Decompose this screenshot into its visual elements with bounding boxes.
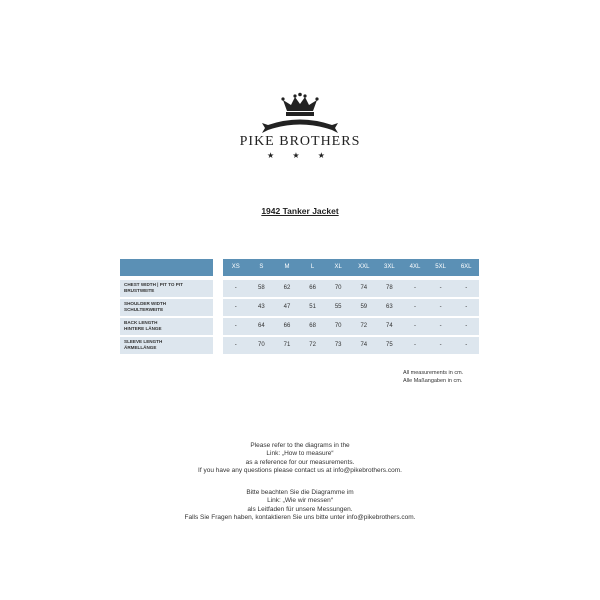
table-cell: 62 <box>283 285 291 291</box>
table-cell: 43 <box>258 304 265 310</box>
footer-german <box>0 489 600 522</box>
column-header: XXL <box>358 264 370 270</box>
footer-line: Falls Sie Fragen haben, kontaktieren Sie uns bitte unter info@pikebrothers.com. <box>184 513 416 521</box>
column-header: S <box>259 264 264 270</box>
table-cell: 72 <box>309 342 316 348</box>
table-cell: - <box>234 285 237 291</box>
brand-stars: ★ ★ ★ <box>267 151 333 160</box>
row-label-back-length <box>120 318 213 335</box>
row-label-de: BRUSTWEITE <box>124 288 155 293</box>
table-header-row <box>223 259 479 276</box>
table-cell: - <box>234 323 237 329</box>
table-cell: 55 <box>334 304 342 310</box>
table-cell: - <box>439 342 442 348</box>
table-cell: - <box>234 342 237 348</box>
table-cell: - <box>439 304 442 310</box>
column-header: XL <box>334 264 342 270</box>
table-cell: 51 <box>309 304 316 310</box>
column-header: 3XL <box>384 264 395 270</box>
row-label-chest <box>120 280 213 297</box>
table-cell: 71 <box>283 342 291 348</box>
table-row <box>223 280 479 297</box>
measurement-note-en: All measurements in cm. <box>403 370 464 376</box>
page-title: 1942 Tanker Jacket <box>261 206 339 216</box>
column-header: M <box>284 264 290 270</box>
table-cell: - <box>465 342 468 348</box>
row-label-sleeve-length <box>120 337 213 354</box>
row-label-de: HINTERE LÄNGE <box>124 326 162 331</box>
footer-line: If you have any questions please contact us at info@pikebrothers.com. <box>198 466 402 474</box>
table-cell: - <box>465 323 468 329</box>
table-cell: 63 <box>386 304 393 310</box>
row-label-en: SHOULDER WIDTH <box>124 301 167 306</box>
table-cell: 73 <box>334 342 342 348</box>
table-cell: 78 <box>386 285 393 291</box>
column-header: L <box>310 264 315 270</box>
table-cell: 70 <box>334 323 342 329</box>
row-label-shoulder <box>120 299 213 316</box>
table-cell: - <box>413 304 416 310</box>
footer-line: Bitte beachten Sie die Diagramme im <box>246 489 354 496</box>
table-row <box>223 337 479 354</box>
footer-line: as a reference for our measurements. <box>245 458 355 466</box>
table-cell: - <box>465 304 468 310</box>
table-cell: - <box>465 285 468 291</box>
table-cell: 72 <box>360 323 368 329</box>
table-cell: 75 <box>386 342 393 348</box>
table-cell: 66 <box>283 323 291 329</box>
row-label-en: CHEST WIDTH | PIT TO PIT <box>124 282 183 287</box>
table-cell: - <box>413 285 416 291</box>
table-cell: 74 <box>360 342 368 348</box>
footer-line: als Leitfaden für unsere Messungen. <box>247 505 353 513</box>
table-cell: 74 <box>360 285 368 291</box>
row-label-de: SCHULTERWEITE <box>124 307 164 312</box>
table-cell: - <box>413 323 416 329</box>
table-cell: - <box>234 304 237 310</box>
table-cell: - <box>439 323 442 329</box>
table-cell: 70 <box>258 342 265 348</box>
column-header: XS <box>231 264 240 270</box>
column-header: 6XL <box>460 264 472 270</box>
column-header: 4XL <box>409 264 421 270</box>
brand-name: PIKE BROTHERS <box>239 134 361 149</box>
table-cell: 59 <box>360 304 368 310</box>
table-cell: 64 <box>258 323 265 329</box>
row-label-de: ÄRMELLÄNGE <box>124 345 157 350</box>
footer-english <box>0 442 600 475</box>
measurement-note-de: Alle Maßangaben in cm. <box>403 378 463 384</box>
table-header-label-cell <box>120 259 213 276</box>
footer-line: Please refer to the diagrams in the <box>250 442 350 449</box>
row-label-en: BACK LENGTH <box>124 320 158 325</box>
table-cell: 74 <box>386 323 393 329</box>
footer-line: Link: „Wie wir messen“ <box>267 497 333 505</box>
row-label-en: SLEEVE LENGTH <box>124 339 163 344</box>
table-cell: - <box>439 285 442 291</box>
table-row <box>223 299 479 316</box>
table-cell: 68 <box>309 323 316 329</box>
table-cell: - <box>413 342 416 348</box>
table-row <box>223 318 479 335</box>
footer-line: Link: „How to measure“ <box>266 450 334 458</box>
table-cell: 66 <box>309 285 316 291</box>
table-cell: 70 <box>334 285 342 291</box>
table-cell: 58 <box>258 285 265 291</box>
table-cell: 47 <box>283 304 291 310</box>
column-header: 5XL <box>435 264 446 270</box>
